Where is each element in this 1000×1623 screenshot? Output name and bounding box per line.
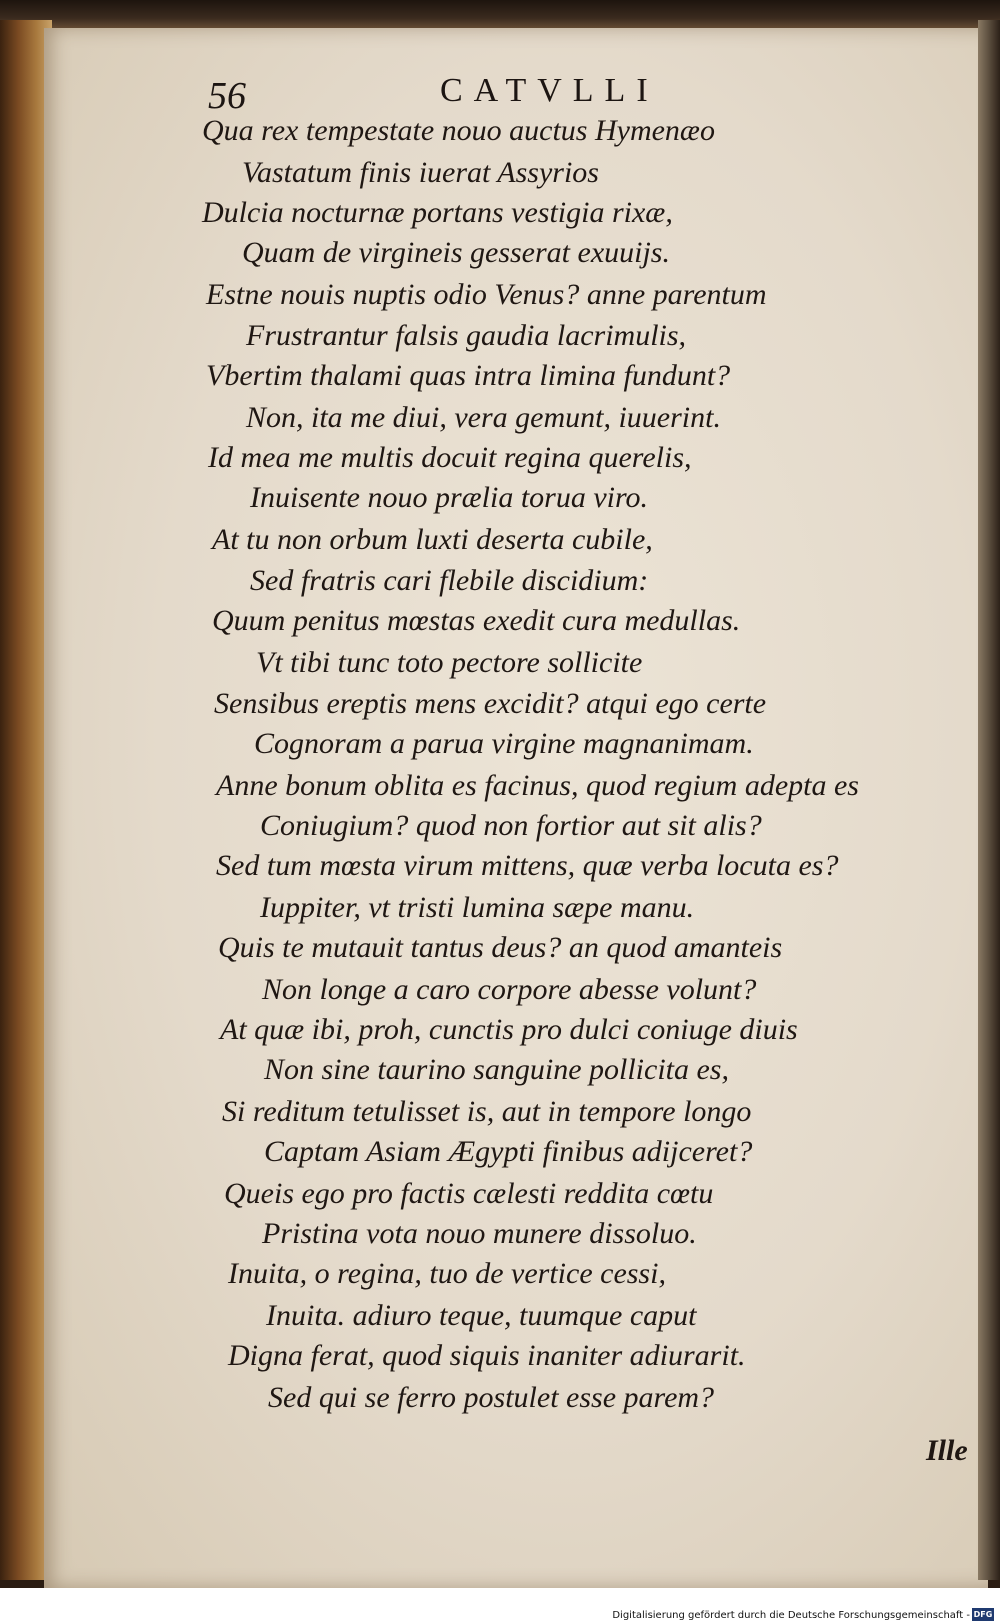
verse-line: Non longe a caro corpore abesse volunt? xyxy=(262,973,757,1006)
running-head: CATVLLI xyxy=(440,72,659,109)
verse-line: Estne nouis nuptis odio Venus? anne parentum xyxy=(206,278,767,311)
verse-line: Iuppiter, vt tristi lumina sæpe manu. xyxy=(260,891,695,924)
verse-line: Inuita. adiuro teque, tuumque caput xyxy=(266,1299,697,1332)
verse-line: Dulcia nocturnæ portans vestigia rixæ, xyxy=(202,196,673,229)
verse-line: Quam de virgineis gesserat exuuijs. xyxy=(242,236,670,269)
page-number: 56 xyxy=(208,75,246,117)
verse-line: Id mea me multis docuit regina querelis, xyxy=(208,441,692,474)
verse-line: Vt tibi tunc toto pectore sollicite xyxy=(256,646,643,679)
verse-line: At quæ ibi, proh, cunctis pro dulci coniuge diuis xyxy=(220,1013,798,1046)
verse-line: Sed tum mœsta virum mittens, quæ verba locuta es? xyxy=(216,849,839,882)
verse-line: Vastatum finis iuerat Assyrios xyxy=(242,156,599,189)
dfg-logo-icon: DFG xyxy=(973,1610,993,1619)
page-right-edge xyxy=(978,20,1000,1580)
verse-line: Queis ego pro factis cælesti reddita cœtu xyxy=(224,1177,714,1210)
verse-line: Non, ita me diui, vera gemunt, iuuerint. xyxy=(246,401,721,434)
verse-line: Quis te mutauit tantus deus? an quod amanteis xyxy=(218,931,783,964)
verse-line: Sed qui se ferro postulet esse parem? xyxy=(268,1381,715,1414)
book-top-edge xyxy=(0,0,1000,30)
verse-line: Si reditum tetulisset is, aut in tempore longo xyxy=(222,1095,752,1128)
verse-line: Anne bonum oblita es facinus, quod regium adepta es xyxy=(216,769,859,802)
verse-line: Pristina vota nouo munere dissoluo. xyxy=(262,1217,697,1250)
verse-line: Digna ferat, quod siquis inaniter adiurarit. xyxy=(228,1339,746,1372)
verse-line: Coniugium? quod non fortior aut sit alis? xyxy=(260,809,762,842)
digitization-credit: Digitalisierung gefördert durch die Deutsche Forschungsgemeinschaft - xyxy=(612,1610,970,1621)
verse-line: Inuisente nouo prælia torua viro. xyxy=(250,481,649,514)
catchword: Ille xyxy=(926,1434,968,1467)
verse-line: Captam Asiam Ægypti finibus adijceret? xyxy=(264,1135,753,1168)
verse-line: Sed fratris cari flebile discidium: xyxy=(250,564,649,597)
verse-line: Frustrantur falsis gaudia lacrimulis, xyxy=(246,319,687,352)
verse-line: At tu non orbum luxti deserta cubile, xyxy=(212,523,653,556)
verse-line: Quum penitus mœstas exedit cura medullas. xyxy=(212,604,741,637)
verse-line: Vbertim thalami quas intra limina fundunt? xyxy=(206,359,731,392)
verse-line: Sensibus ereptis mens excidit? atqui ego certe xyxy=(214,687,767,720)
verse-line: Qua rex tempestate nouo auctus Hymenæo xyxy=(202,114,715,147)
verse-line: Non sine taurino sanguine pollicita es, xyxy=(264,1053,729,1086)
verse-line: Inuita, o regina, tuo de vertice cessi, xyxy=(228,1257,666,1290)
verse-line: Cognoram a parua virgine magnanimam. xyxy=(254,727,754,760)
